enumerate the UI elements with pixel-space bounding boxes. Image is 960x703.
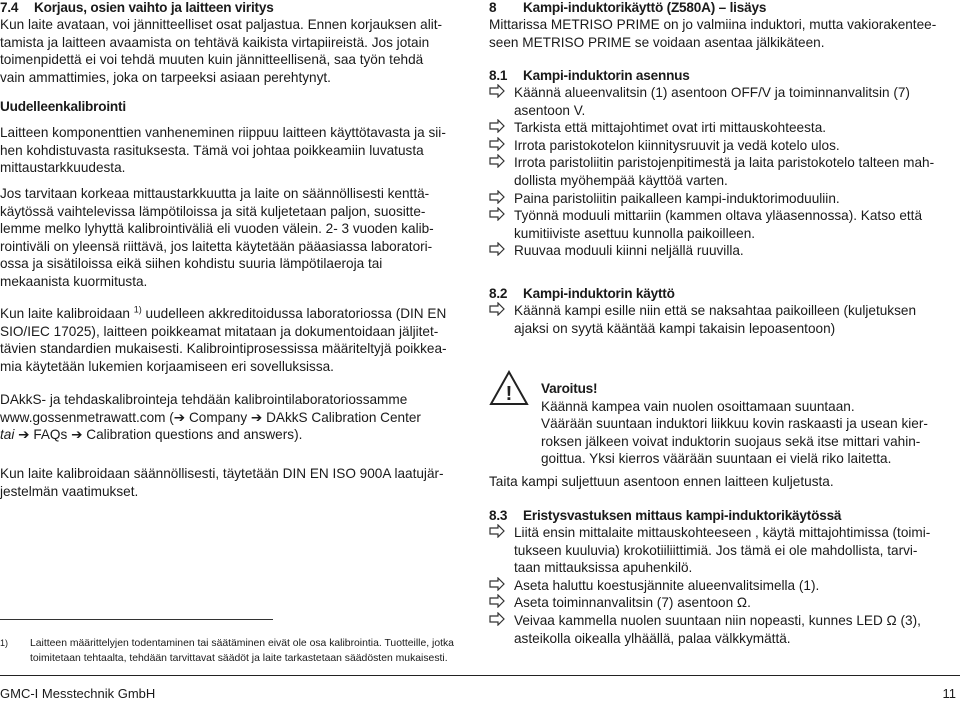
step-item xyxy=(489,612,955,647)
text-line: mittaustarkkuudesta. xyxy=(0,160,126,176)
step-text-line: Työnnä moduuli mittariin (kammen oltava yläasennossa). Katso että xyxy=(514,208,923,224)
text-line: ossa ja sisätiloissa eikä siihen kohdistu suuria lämpötilaeroja tai xyxy=(0,256,383,272)
section-8-3-heading xyxy=(489,507,955,525)
page-number: 11 xyxy=(942,686,956,701)
warning-title: Varoitus! xyxy=(541,381,598,396)
step-text-line: Aseta toiminnanvalitsin (7) asentoon Ω. xyxy=(514,595,751,611)
text-line: rointiväli on yleensä riittävä, jos laitetta käytetään pääasiassa laboratori- xyxy=(0,238,433,254)
text-line: Laitteen komponenttien vanheneminen riippuu laitteen käyttötavasta ja sii- xyxy=(0,125,446,140)
step-arrow-icon xyxy=(489,84,507,101)
step-text-line: Irrota paristoliitin paristojenpitimestä ja laita paristokotelo talteen mah- xyxy=(514,155,935,171)
warning-triangle-icon xyxy=(489,370,529,406)
step-item xyxy=(489,154,955,189)
text-line xyxy=(0,305,468,323)
text-span: uudelleen akkreditoidussa laboratoriossa (DIN EN xyxy=(141,306,447,321)
arrow-icon: ➔ xyxy=(173,409,186,425)
step-item xyxy=(489,137,955,155)
step-arrow-icon xyxy=(489,119,507,136)
section-number: 8.3 xyxy=(489,508,508,523)
calibration-qa-link[interactable]: Calibration questions and answers). xyxy=(86,427,303,443)
section-title: Kampi-induktorin asennus xyxy=(523,68,690,83)
insulation-steps xyxy=(489,524,955,647)
step-text-line: Aseta haluttu koestusjännite alueenvalitsimella (1). xyxy=(514,577,820,593)
step-arrow-icon xyxy=(489,612,507,629)
fold-crank-note: Taita kampi suljettuun asentoon ennen laitteen kuljetusta. xyxy=(489,474,834,489)
section-number: 8 xyxy=(489,0,497,15)
step-item xyxy=(489,242,955,260)
step-arrow-icon xyxy=(489,154,507,171)
section-number: 8.1 xyxy=(489,68,508,83)
step-text-line: dollista myöhempää käyttöä varten. xyxy=(514,172,728,188)
text-line: jestelmän vaatimukset. xyxy=(0,483,139,499)
footnote-line: toimitetaan tehtaalta, tehdään tarvittavat säädöt ja laite tarkastetaan säädösten mukaisesti. xyxy=(30,653,448,664)
step-item xyxy=(489,84,955,119)
step-arrow-icon xyxy=(489,594,507,611)
faqs-link[interactable]: FAQs xyxy=(33,427,68,443)
quality-system-paragraph xyxy=(0,465,468,500)
text-line: mekaanista kuormitusta. xyxy=(0,273,148,289)
arrow-icon: ➔ xyxy=(250,409,263,425)
step-arrow-icon xyxy=(489,137,507,154)
section-title: Korjaus, osien vaihto ja laitteen viritys xyxy=(34,0,274,15)
step-arrow-icon xyxy=(489,577,507,594)
step-text-line: kumitiiviste asettuu kunnolla paikoilleen. xyxy=(514,225,756,241)
text-line xyxy=(0,409,468,427)
text-line: Mittarissa METRISO PRIME on jo valmiina induktori, mutta vakiorakentee- xyxy=(489,17,937,32)
page-footer xyxy=(0,675,960,701)
step-text-line: Veivaa kammella nuolen suuntaan niin nopeasti, kunnes LED Ω (3), xyxy=(514,612,921,628)
aging-paragraph xyxy=(0,124,468,177)
arrow-icon: ➔ xyxy=(18,427,30,443)
step-item xyxy=(489,302,955,337)
step-text-line: ajaksi on syytä kääntää kampi takaisin lepoasentoon) xyxy=(514,320,836,336)
step-text-line: tukseen kuuluvia) krokotiiliittimiä. Jos tämä ei ole mahdollista, tarvi- xyxy=(514,542,918,558)
footnote-number: 1) xyxy=(0,638,9,648)
footnote-line: Laitteen määrittelyjen todentaminen tai säätäminen eivät ole osa kalibrointia. Tuotteille, jotka xyxy=(30,638,454,649)
footnote-divider xyxy=(0,619,273,620)
section-title: Kampi-induktorin käyttö xyxy=(523,286,675,301)
website-link[interactable]: www.gossenmetrawatt.com ( xyxy=(0,409,174,425)
text-line: tävien standardien mukaisesti. Kalibrointiprosessissa määriteltyjä poikkea- xyxy=(0,341,447,357)
section-title: Kampi-induktorikäyttö (Z580A) – lisäys xyxy=(523,0,767,15)
step-item xyxy=(489,524,955,577)
text-line: lemme melko lyhyttä kalibrointiväliä eli vuoden välein. 2- 3 vuoden kalib- xyxy=(0,221,434,237)
text-line: Jos tarvitaan korkeaa mittaustarkkuutta ja laite on säännöllisesti kenttä- xyxy=(0,186,430,201)
step-item xyxy=(489,190,955,208)
step-text-line: asentoon V. xyxy=(514,102,586,118)
text-line xyxy=(0,426,468,444)
warning-text xyxy=(541,380,955,468)
step-text-line: Irrota paristokotelon kiinnitysruuvit ja vedä kotelo ulos. xyxy=(514,137,840,153)
installation-steps xyxy=(489,84,955,260)
step-text-line: Paina paristoliitin paikalleen kampi-induktorimoduuliin. xyxy=(514,190,840,206)
step-arrow-icon xyxy=(489,207,507,224)
text-line: goittua. Yksi kierros väärään suuntaan ei vielä riko laitetta. xyxy=(541,451,892,467)
step-text-line: Ruuvaa moduuli kiinni neljällä ruuvilla. xyxy=(514,243,744,259)
text-line: hen kohdistuvasta rasituksesta. Tämä voi johtaa poikkeamiin luvatusta xyxy=(0,142,424,158)
accredited-lab-paragraph xyxy=(0,305,468,375)
text-line: Väärään suuntaan induktori liikkuu kovin raskaasti ja usean kier- xyxy=(541,416,928,432)
step-arrow-icon xyxy=(489,242,507,259)
text-line: seen METRISO PRIME se voidaan asentaa jälkikäteen. xyxy=(489,34,825,50)
company-link[interactable]: Company xyxy=(188,409,248,425)
step-text-line: taan mittauksissa apuhenkilö. xyxy=(514,560,693,576)
warning-mark: ! xyxy=(505,383,513,405)
text-line: vain ammattimies, joka on tarpeeksi asiaan perehtynyt. xyxy=(0,69,331,85)
recalibration-subheading: Uudelleenkalibrointi xyxy=(0,99,126,114)
step-text-line: Käännä kampi esille niin että se naksahtaa paikoilleen (kuljetuksen xyxy=(514,303,917,318)
section-number: 8.2 xyxy=(489,286,508,301)
section-8-heading xyxy=(489,0,955,17)
step-arrow-icon xyxy=(489,524,507,541)
step-text-line: Tarkista että mittajohtimet ovat irti mittauskohteesta. xyxy=(514,120,827,136)
section-7-4-heading xyxy=(0,0,468,17)
section-8-intro xyxy=(489,16,955,51)
warning-box xyxy=(489,370,955,467)
text-line: DAkkS- ja tehdaskalibrointeja tehdään kalibrointilaboratoriossamme xyxy=(0,392,408,407)
step-arrow-icon xyxy=(489,190,507,207)
text-line: toimenpidettä ei voi tehdä muuten kuin jännitteellisenä, saa työn tehdä xyxy=(0,52,424,68)
section-title: Eristysvastuksen mittaus kampi-induktorikäytössä xyxy=(523,508,842,523)
calibration-center-link[interactable]: DAkkS Calibration Center xyxy=(266,409,421,425)
text-line: Kun laite avataan, voi jännitteelliset osat paljastua. Ennen korjauksen alit- xyxy=(0,17,443,32)
company-name: GMC-I Messtechnik GmbH xyxy=(0,686,156,701)
section-8-2-heading xyxy=(489,285,955,303)
step-text-line: Käännä alueenvalitsin (1) asentoon OFF/V ja toiminnanvalitsin (7) xyxy=(514,85,910,100)
interval-paragraph xyxy=(0,185,468,291)
text-line: SIO/IEC 17025), laitteen poikkeamat mitataan ja dokumentoidaan jäljitet- xyxy=(0,323,439,339)
step-item xyxy=(489,594,955,612)
step-text-line: Liitä ensin mittalaite mittauskohteeseen , käytä mittajohtimissa (toimi- xyxy=(514,525,931,540)
arrow-icon: ➔ xyxy=(71,427,83,443)
or-word: tai xyxy=(0,427,15,443)
text-line: Kun laite kalibroidaan säännöllisesti, täytetään DIN EN ISO 900A laatujär- xyxy=(0,466,444,481)
calibration-center-paragraph xyxy=(0,391,468,444)
footnote xyxy=(0,636,468,666)
text-line: roksen jälkeen voivat induktorin suojaus sekä itse mittari vahin- xyxy=(541,433,921,449)
text-line: käytössä vaihtelevissa lämpötiloissa ja sitä kuljetetaan paljon, suositte- xyxy=(0,203,426,219)
text-line: mia käytetään lukemien korjaamiseen eri sovelluksissa. xyxy=(0,358,334,374)
step-arrow-icon xyxy=(489,302,507,319)
usage-steps xyxy=(489,302,955,337)
step-text-line: asteikolla oikealla ylhäällä, palaa välkkymättä. xyxy=(514,630,791,646)
section-number: 7.4 xyxy=(0,0,19,15)
text-line: tamista ja laitteen avaamista on tehtävä kaikista virtapiireistä. Jos jotain xyxy=(0,34,430,50)
section-8-1-heading xyxy=(489,67,955,85)
text-line: Käännä kampea vain nuolen osoittamaan suuntaan. xyxy=(541,398,855,414)
step-item xyxy=(489,119,955,137)
intro-paragraph xyxy=(0,16,468,86)
step-item xyxy=(489,577,955,595)
text-span: Kun laite kalibroidaan xyxy=(0,306,130,321)
footnote-reference: 1) xyxy=(133,304,142,315)
step-item xyxy=(489,207,955,242)
